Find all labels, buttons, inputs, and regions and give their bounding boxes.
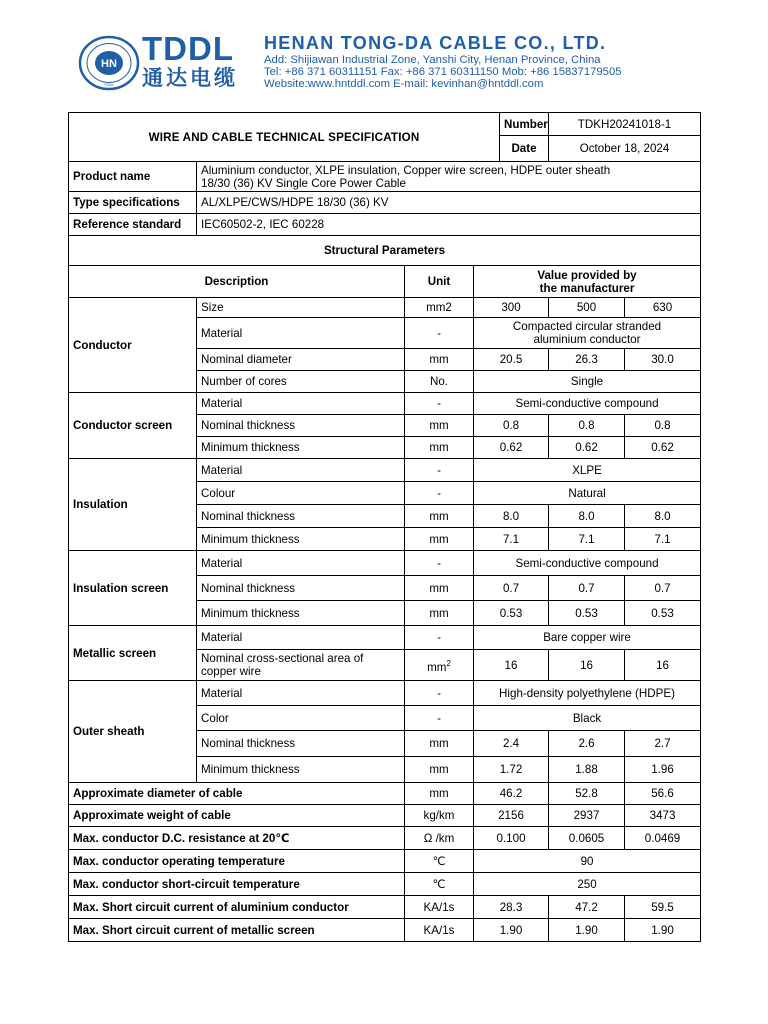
row-unit: mm <box>405 731 474 757</box>
product-name-line-2: 18/30 (36) KV Single Core Power Cable <box>201 176 406 190</box>
value-500: 1.88 <box>549 757 625 783</box>
value-500: 0.53 <box>549 601 625 626</box>
row-value: High-density polyethylene (HDPE) <box>474 681 701 706</box>
row-unit: mm <box>405 349 474 371</box>
value-630: 630 <box>625 298 701 318</box>
row-name: Nominal thickness <box>197 415 405 437</box>
row-name: Nominal diameter <box>197 349 405 371</box>
value-500: 0.8 <box>549 415 625 437</box>
row-value: Single <box>474 371 701 393</box>
number-label: Number <box>500 113 549 136</box>
value-300: 0.100 <box>474 827 549 850</box>
row-unit: KA/1s <box>405 896 474 919</box>
product-name-value <box>197 162 701 192</box>
row-label: Approximate diameter of cable <box>69 783 405 805</box>
row-name: Nominal thickness <box>197 576 405 601</box>
col-header-value-line-1: Value provided by <box>537 268 637 282</box>
reference-standard-value: IEC60502-2, IEC 60228 <box>197 214 701 236</box>
col-header-unit: Unit <box>405 266 474 298</box>
row-name: Colour <box>197 482 405 505</box>
table-row <box>69 298 701 318</box>
value-630: 59.5 <box>625 896 701 919</box>
row-name: Minimum thickness <box>197 437 405 459</box>
row-label: Max. conductor operating temperature <box>69 850 405 873</box>
value-630: 1.90 <box>625 919 701 942</box>
logo-ring-text: TDDL <box>103 82 115 87</box>
value-630: 0.0469 <box>625 827 701 850</box>
row-value <box>474 318 701 349</box>
table-row <box>69 919 701 942</box>
value-500: 0.0605 <box>549 827 625 850</box>
row-unit: - <box>405 393 474 415</box>
row-unit: ℃ <box>405 850 474 873</box>
value-300: 16 <box>474 650 549 681</box>
value-300: 20.5 <box>474 349 549 371</box>
value-630: 30.0 <box>625 349 701 371</box>
row-name: Minimum thickness <box>197 601 405 626</box>
row-unit: - <box>405 551 474 576</box>
row-unit <box>405 650 474 681</box>
row-name-line-2: copper wire <box>201 665 261 678</box>
row-name: Material <box>197 626 405 650</box>
row-unit: KA/1s <box>405 919 474 942</box>
row-value: 90 <box>474 850 701 873</box>
group-outer-sheath: Outer sheath <box>69 681 197 783</box>
table-row <box>69 896 701 919</box>
table-row <box>69 873 701 896</box>
value-630: 56.6 <box>625 783 701 805</box>
row-label: Max. conductor D.C. resistance at 20℃ <box>69 827 405 850</box>
row-unit: kg/km <box>405 805 474 827</box>
group-conductor: Conductor <box>69 298 197 393</box>
group-conductor-screen: Conductor screen <box>69 393 197 459</box>
company-logo-emblem <box>78 35 140 91</box>
value-630: 0.8 <box>625 415 701 437</box>
row-name: Material <box>197 318 405 349</box>
value-300: 46.2 <box>474 783 549 805</box>
value-300: 0.7 <box>474 576 549 601</box>
row-unit: - <box>405 318 474 349</box>
value-500: 0.62 <box>549 437 625 459</box>
row-value: Semi-conductive compound <box>474 551 701 576</box>
row-name: Material <box>197 459 405 482</box>
row-name: Number of cores <box>197 371 405 393</box>
row-unit: mm <box>405 528 474 551</box>
value-300: 0.62 <box>474 437 549 459</box>
row-unit: - <box>405 706 474 731</box>
product-name-label: Product name <box>69 162 197 192</box>
value-630: 0.53 <box>625 601 701 626</box>
row-label: Max. conductor short-circuit temperature <box>69 873 405 896</box>
company-web-email: Website:www.hntddl.com E-mail: kevinhan@hntddl.com <box>264 78 544 90</box>
row-label: Max. Short circuit current of metallic screen <box>69 919 405 942</box>
row-unit: No. <box>405 371 474 393</box>
row-name: Minimum thickness <box>197 528 405 551</box>
value-500: 47.2 <box>549 896 625 919</box>
row-unit: - <box>405 681 474 706</box>
value-300: 7.1 <box>474 528 549 551</box>
row-name: Minimum thickness <box>197 757 405 783</box>
value-500: 52.8 <box>549 783 625 805</box>
row-label: Approximate weight of cable <box>69 805 405 827</box>
value-500: 7.1 <box>549 528 625 551</box>
row-value: Semi-conductive compound <box>474 393 701 415</box>
row-name: Color <box>197 706 405 731</box>
value-500: 0.7 <box>549 576 625 601</box>
product-name-line-1: Aluminium conductor, XLPE insulation, Copper wire screen, HDPE outer sheath <box>201 163 611 177</box>
value-630: 0.7 <box>625 576 701 601</box>
row-name <box>197 650 405 681</box>
type-spec-label: Type specifications <box>69 192 197 214</box>
value-300: 28.3 <box>474 896 549 919</box>
number-value: TDKH20241018-1 <box>549 113 701 136</box>
date-value: October 18, 2024 <box>549 136 701 162</box>
table-row <box>69 393 701 415</box>
company-address: Add: Shijiawan Industrial Zone, Yanshi City, Henan Province, China <box>264 54 601 66</box>
value-500: 8.0 <box>549 505 625 528</box>
value-500: 16 <box>549 650 625 681</box>
row-name-line-1: Nominal cross-sectional area of <box>201 652 364 665</box>
row-unit: - <box>405 626 474 650</box>
row-unit: mm <box>405 505 474 528</box>
value-300: 8.0 <box>474 505 549 528</box>
row-unit: Ω /km <box>405 827 474 850</box>
row-unit: mm <box>405 576 474 601</box>
group-insulation: Insulation <box>69 459 197 551</box>
value-300: 2156 <box>474 805 549 827</box>
row-label: Max. Short circuit current of aluminium conductor <box>69 896 405 919</box>
document-title: WIRE AND CABLE TECHNICAL SPECIFICATION <box>69 113 500 162</box>
type-spec-value: AL/XLPE/CWS/HDPE 18/30 (36) KV <box>197 192 701 214</box>
row-unit: mm2 <box>405 298 474 318</box>
row-unit-exponent: 2 <box>446 658 451 668</box>
col-header-value-line-2: the manufacturer <box>539 281 635 295</box>
value-630: 16 <box>625 650 701 681</box>
row-unit: ℃ <box>405 873 474 896</box>
table-row <box>69 850 701 873</box>
value-300: 0.53 <box>474 601 549 626</box>
spec-table <box>68 112 701 942</box>
table-row <box>69 551 701 576</box>
table-row <box>69 783 701 805</box>
table-row <box>69 827 701 850</box>
value-500: 1.90 <box>549 919 625 942</box>
company-phones: Tel: +86 371 60311151 Fax: +86 371 60311150 Mob: +86 15837179505 <box>264 66 622 78</box>
col-header-description: Description <box>69 266 405 298</box>
row-value: 250 <box>474 873 701 896</box>
value-630: 7.1 <box>625 528 701 551</box>
row-unit: mm <box>405 783 474 805</box>
group-metallic-screen: Metallic screen <box>69 626 197 681</box>
row-value: Natural <box>474 482 701 505</box>
value-630: 8.0 <box>625 505 701 528</box>
value-300: 0.8 <box>474 415 549 437</box>
logo-emblem-text: HN <box>101 58 117 70</box>
row-unit: mm <box>405 437 474 459</box>
row-unit-base: mm <box>427 660 447 674</box>
value-300: 300 <box>474 298 549 318</box>
value-300: 2.4 <box>474 731 549 757</box>
row-name: Material <box>197 551 405 576</box>
group-insulation-screen: Insulation screen <box>69 551 197 626</box>
table-row <box>69 681 701 706</box>
value-500: 2937 <box>549 805 625 827</box>
row-value: XLPE <box>474 459 701 482</box>
row-unit: - <box>405 482 474 505</box>
row-value-line-2: aluminium conductor <box>533 333 641 346</box>
value-500: 26.3 <box>549 349 625 371</box>
row-name: Nominal thickness <box>197 731 405 757</box>
row-unit: - <box>405 459 474 482</box>
table-row <box>69 805 701 827</box>
value-500: 2.6 <box>549 731 625 757</box>
row-unit: mm <box>405 757 474 783</box>
value-630: 1.96 <box>625 757 701 783</box>
row-name: Size <box>197 298 405 318</box>
table-row <box>69 459 701 482</box>
logo-chinese-name: 通达电缆 <box>142 66 238 90</box>
row-unit: mm <box>405 601 474 626</box>
company-name: HENAN TONG-DA CABLE CO., LTD. <box>264 33 607 53</box>
value-630: 2.7 <box>625 731 701 757</box>
col-header-value <box>474 266 701 298</box>
logo-mark: TDDL <box>142 30 234 67</box>
row-value-line-1: Compacted circular stranded <box>512 320 662 333</box>
row-value: Bare copper wire <box>474 626 701 650</box>
letterhead <box>0 0 768 100</box>
reference-standard-label: Reference standard <box>69 214 197 236</box>
row-name: Material <box>197 393 405 415</box>
value-500: 500 <box>549 298 625 318</box>
value-630: 0.62 <box>625 437 701 459</box>
table-row <box>69 626 701 650</box>
value-300: 1.72 <box>474 757 549 783</box>
value-300: 1.90 <box>474 919 549 942</box>
section-title: Structural Parameters <box>69 236 701 266</box>
row-name: Nominal thickness <box>197 505 405 528</box>
row-name: Material <box>197 681 405 706</box>
value-630: 3473 <box>625 805 701 827</box>
row-value: Black <box>474 706 701 731</box>
row-unit: mm <box>405 415 474 437</box>
date-label: Date <box>500 136 549 162</box>
